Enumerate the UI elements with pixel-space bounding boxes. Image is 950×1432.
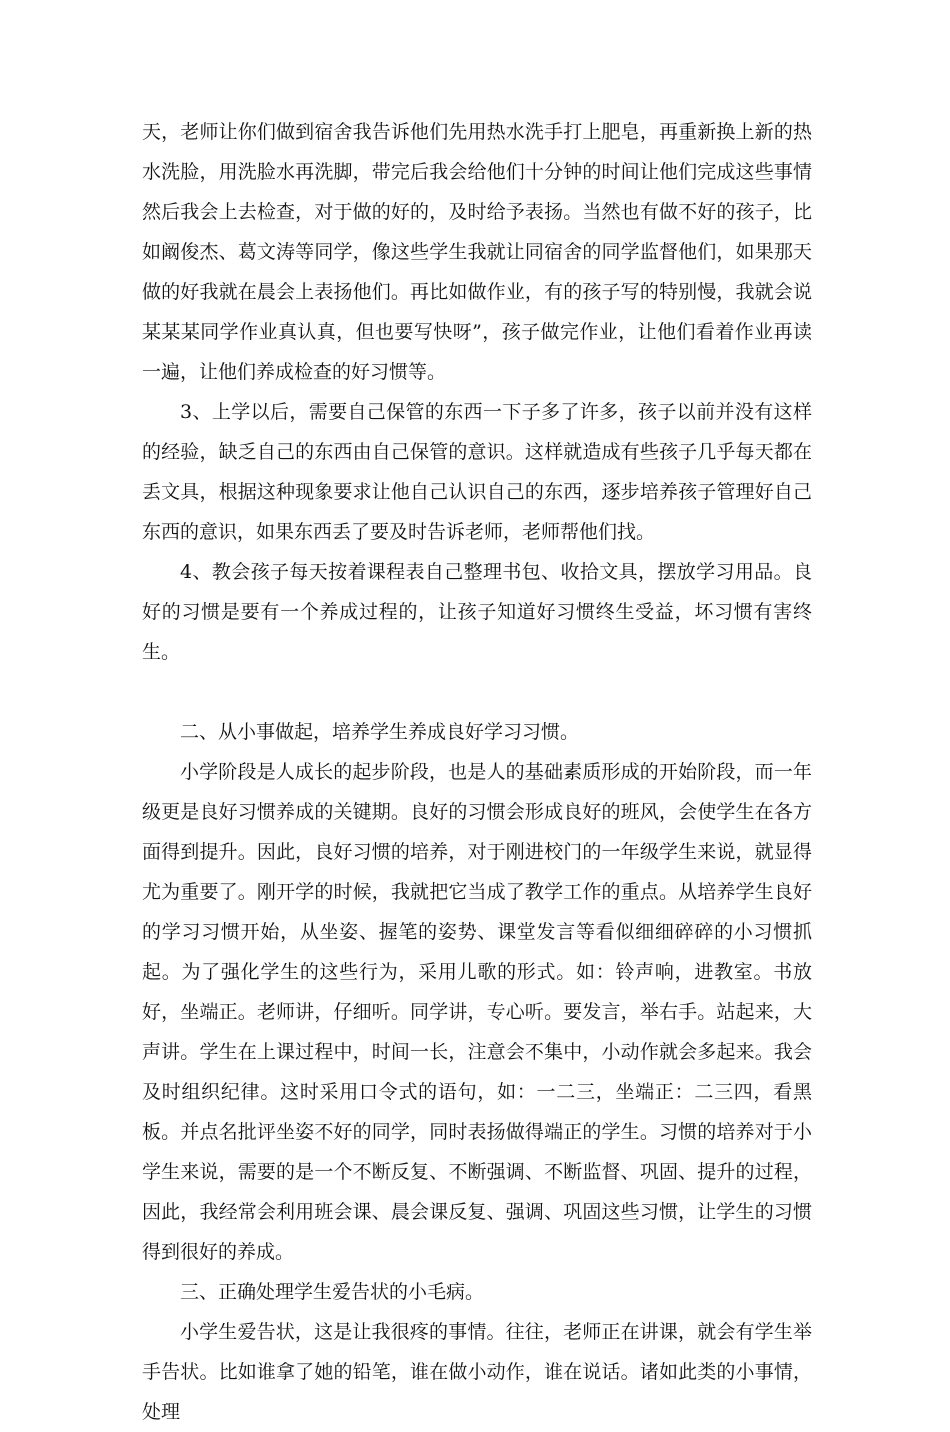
paragraph-item-4: 4、教会孩子每天按着课程表自己整理书包、收拾文具，摆放学习用品。良好的习惯是要有一个养成过程的，让孩子知道好习惯终生受益，坏习惯有害终生。 bbox=[142, 561, 812, 663]
paragraph-continuation: 天，老师让你们做到宿舍我告诉他们先用热水洗手打上肥皂，再重新换上新的热水洗脸，用洗脸水再洗脚，带完后我会给他们十分钟的时间让他们完成这些事情然后我会上去检查，对于做的好的，及时给予表扬。当然也有做不好的孩子，比如阚俊杰、葛文涛等同学，像这些学生我就让同宿舍的同学监督他们，如果那天做的好我就在晨会上表扬他们。再比如做作业，有的孩子写的特别慢，我就会说某某某同学作业真认真，但也要写快呀”，孩子做完作业，让他们看着作业再读一遍，让他们养成检查的好习惯等。 bbox=[142, 121, 812, 383]
paragraph-item-3: 3、上学以后，需要自己保管的东西一下子多了许多，孩子以前并没有这样的经验，缺乏自己的东西由自己保管的意识。这样就造成有些孩子几乎每天都在丢文具，根据这种现象要求让他自己认识自己的东西，逐步培养孩子管理好自己东西的意识，如果东西丢了要及时告诉老师，老师帮他们找。 bbox=[142, 401, 812, 543]
paragraph-section-3-body: 小学生爱告状，这是让我很疼的事情。往往，老师正在讲课，就会有学生举手告状。比如谁拿了她的铅笔，谁在做小动作，谁在说话。诸如此类的小事情，处理 bbox=[142, 1321, 812, 1423]
section-heading-3: 三、正确处理学生爱告状的小毛病。 bbox=[180, 1281, 485, 1303]
paragraph-section-2-body: 小学阶段是人成长的起步阶段，也是人的基础素质形成的开始阶段，而一年级更是良好习惯养成的关键期。良好的习惯会形成良好的班风，会使学生在各方面得到提升。因此，良好习惯的培养，对于刚进校门的一年级学生来说，就显得尤为重要了。刚开学的时候，我就把它当成了教学工作的重点。从培养学生良好的学习习惯开始，从坐姿、握笔的姿势、课堂发言等看似细细碎碎的小习惯抓起。为了强化学生的这些行为，采用儿歌的形式。如：铃声响，进教室。书放好，坐端正。老师讲，仔细听。同学讲，专心听。要发言，举右手。站起来，大声讲。学生在上课过程中，时间一长，注意会不集中，小动作就会多起来。我会及时组织纪律。这时采用口令式的语句，如：一二三，坐端正：二三四，看黑板。并点名批评坐姿不好的同学，同时表扬做得端正的学生。习惯的培养对于小学生来说，需要的是一个不断反复、不断强调、不断监督、巩固、提升的过程，因此，我经常会利用班会课、晨会课反复、强调、巩固这些习惯，让学生的习惯得到很好的养成。 bbox=[142, 761, 812, 1263]
section-heading-2: 二、从小事做起，培养学生养成良好学习习惯。 bbox=[180, 721, 580, 743]
document-body bbox=[142, 112, 812, 1432]
